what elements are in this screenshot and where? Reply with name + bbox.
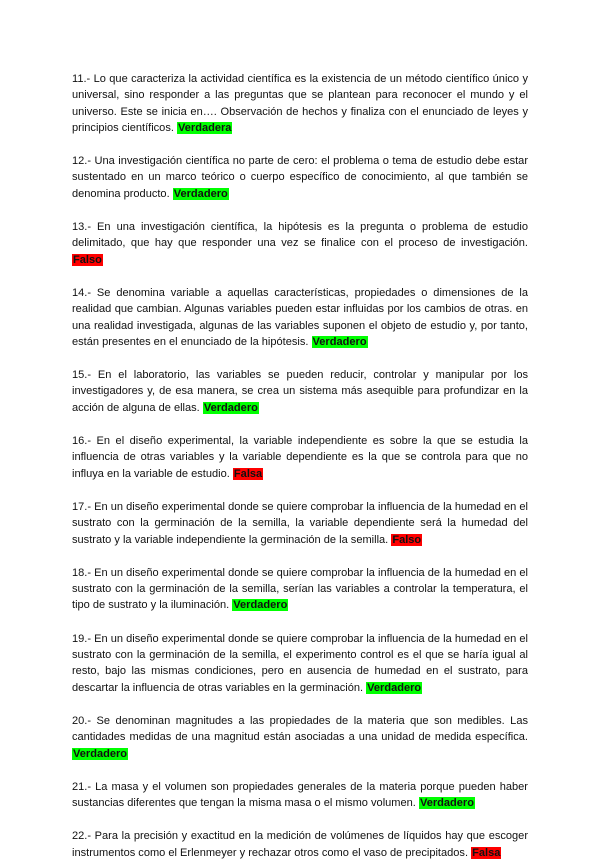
question-text: 17.- En un diseño experimental donde se quiere comprobar la influencia de la humedad en el sustrato con la germinación de la semilla, la variable dependiente será la humedad del sustrato y la variable independiente la germinación de la semilla. [72, 500, 528, 546]
question-item [72, 367, 528, 416]
question-item [72, 565, 528, 614]
answer-false-badge: Falsa [472, 846, 501, 859]
question-text: 14.- Se denomina variable a aquellas características, propiedades o dimensiones de la realidad que cambian. Algunas variables pueden estar influidas por los cambios de otras. en una realidad investigada, algunas de las variables suponen el objeto de estudio y, por tanto, están presentes en el enunciado de la hipótesis. [72, 286, 528, 348]
question-text: 16.- En el diseño experimental, la variable independiente es sobre la que se estudia la influencia de otras variables y la variable dependiente es la que se controla para que no influya en la variable de estudio. [72, 435, 528, 480]
questions-list [72, 71, 528, 861]
question-text: 18.- En un diseño experimental donde se quiere comprobar la influencia de la humedad en el sustrato con la germinación de la semilla, serían las variables a controlar la temperatura, el tipo de sustrato y la iluminación. [72, 566, 528, 612]
question-text: 22.- Para la precisión y exactitud en la medición de volúmenes de líquidos hay que escoger instrumentos como el Erlenmeyer y rechazar otros como el vaso de precipitados. [72, 830, 528, 859]
answer-true-badge: Verdadero [312, 335, 367, 348]
question-item [72, 779, 528, 812]
question-text: 11.- Lo que caracteriza la actividad científica es la existencia de un método científico único y universal, sino responder a las preguntas que se plantean para reconocer el mundo y el universo. Este se inicia en…. Observación de hechos y finaliza con el enunciado de leyes y principios científicos. [72, 73, 528, 134]
question-item [72, 828, 528, 861]
answer-true-badge: Verdadera [178, 121, 232, 134]
question-item [72, 631, 528, 696]
question-item [72, 71, 528, 136]
answer-false-badge: Falsa [233, 467, 263, 480]
answer-true-badge: Verdadero [203, 401, 258, 414]
question-text: 20.- Se denominan magnitudes a las propiedades de la materia que son medibles. Las cantidades medidas de una magnitud están asociadas a una unidad de medida específica. [72, 714, 528, 744]
question-item [72, 499, 528, 548]
answer-true-badge: Verdadero [367, 681, 422, 694]
question-text: 13.- En una investigación científica, la hipótesis es la pregunta o problema de estudio delimitado, que hay que responder una vez se finalice con el proceso de investigación. [72, 221, 528, 250]
question-item [72, 713, 528, 762]
question-item [72, 153, 528, 202]
question-text: 21.- La masa y el volumen son propiedades generales de la materia porque pueden haber sustancias diferentes que tengan la misma masa o el mismo volumen. [72, 780, 528, 810]
answer-true-badge: Verdadero [419, 797, 474, 810]
question-item [72, 285, 528, 350]
question-text: 19.- En un diseño experimental donde se quiere comprobar la influencia de la humedad en el sustrato con la germinación de la semilla, el experimento control es el que se haría igual al resto, bajo las mismas condiciones, pero en ausencia de humedad en el sustrato, para descartar la influencia de otras variables en la germinación. [72, 632, 528, 694]
answer-true-badge: Verdadero [173, 187, 228, 200]
answer-true-badge: Verdadero [73, 747, 128, 760]
answer-false-badge: Falso [73, 253, 102, 266]
question-item [72, 219, 528, 268]
question-text: 15.- En el laboratorio, las variables se pueden reducir, controlar y manipular por los investigadores y, de esa manera, se crea un sistema más asequible para profundizar en la acción de alguna de ellas. [72, 369, 528, 414]
question-item [72, 433, 528, 482]
answer-true-badge: Verdadero [233, 599, 288, 612]
question-text: 12.- Una investigación científica no parte de cero: el problema o tema de estudio debe estar sustentado en un marco teórico o cuerpo específico de conocimiento, al que también se denomina producto. [72, 155, 528, 200]
answer-false-badge: Falso [392, 533, 422, 546]
